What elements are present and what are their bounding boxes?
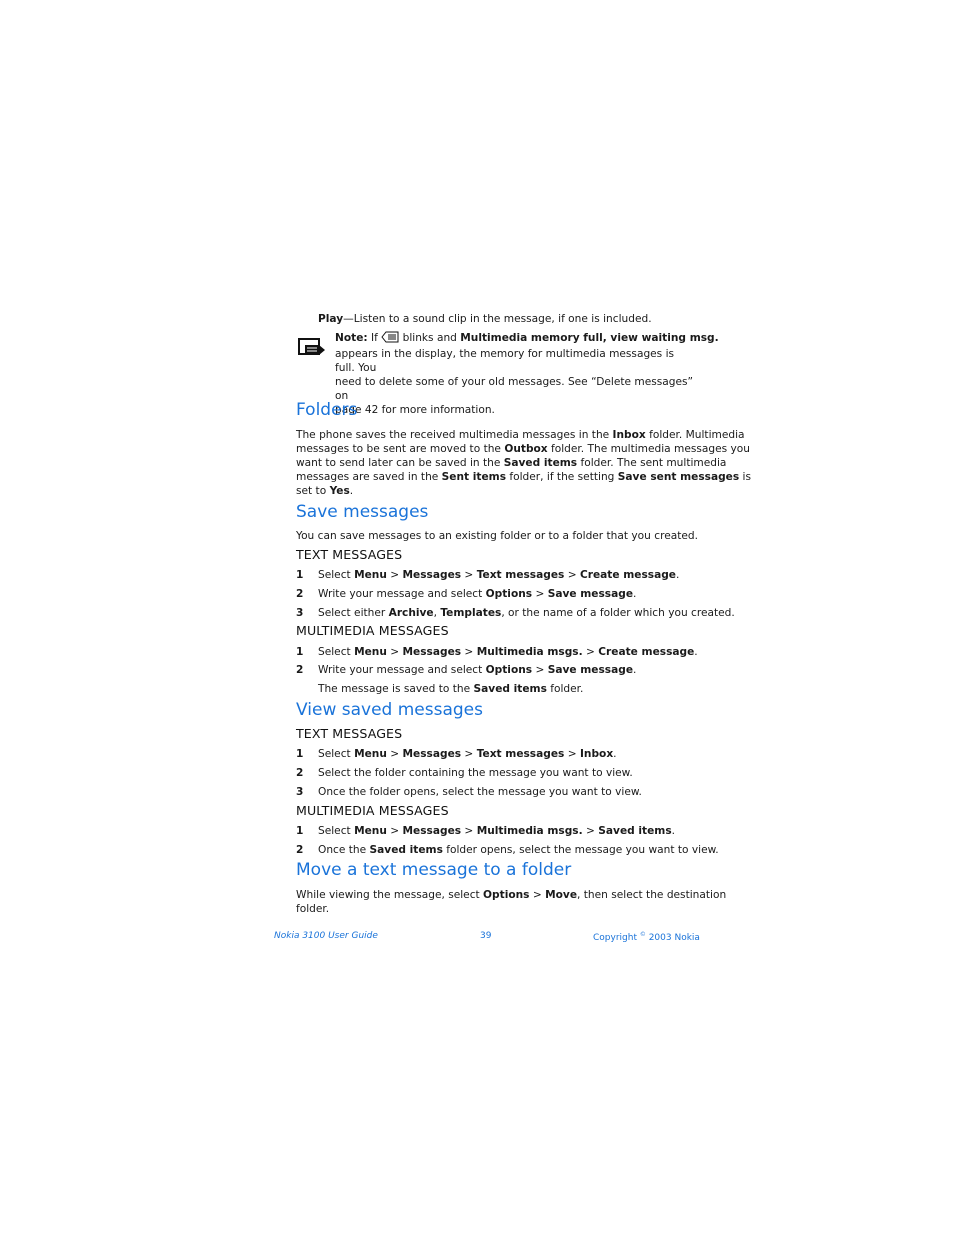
note-line-4: page 42 for more information. <box>335 404 495 416</box>
step-text: Once the folder opens, select the message you want to view. <box>318 786 642 798</box>
step-number: 1 <box>296 569 304 581</box>
inbox-term: Inbox <box>579 748 614 760</box>
copyright-symbol: © <box>639 931 646 938</box>
folders-paragraph <box>296 428 752 498</box>
folders-text: folder. Multimedia <box>645 429 745 441</box>
view-text-messages-subheading: TEXT MESSAGES <box>296 726 403 741</box>
step-text: folder opens, select the message you want to view. <box>442 844 719 856</box>
multimedia-msgs-term: Multimedia msgs. <box>476 646 583 658</box>
step-number: 2 <box>296 664 304 676</box>
step-separator: > <box>532 664 548 676</box>
move-text: , then select the destination <box>577 889 727 901</box>
step-separator: > <box>386 569 403 581</box>
step-text: . <box>694 646 698 658</box>
step-number: 3 <box>296 607 304 619</box>
save-mm-result <box>318 682 583 696</box>
note-block <box>335 331 719 417</box>
folders-text: folder. The sent multimedia <box>577 457 727 469</box>
templates-term: Templates <box>440 607 502 619</box>
text-messages-term: Text messages <box>476 748 565 760</box>
move-text: folder. <box>296 903 330 915</box>
step-separator: > <box>582 825 599 837</box>
folders-text: folder, if the setting <box>506 471 618 483</box>
footer-copyright <box>593 931 700 943</box>
sent-items-term: Sent items <box>441 471 507 483</box>
step-text: Select the folder containing the message you want to view. <box>318 767 633 779</box>
archive-term: Archive <box>388 607 434 619</box>
note-blinks-text: blinks and <box>399 332 461 344</box>
play-term: Play <box>318 313 344 325</box>
step-text: Select either <box>318 607 389 619</box>
save-text-messages-subheading: TEXT MESSAGES <box>296 547 403 562</box>
step-separator: > <box>532 588 548 600</box>
save-message-term: Save message <box>547 588 634 600</box>
move-text: While viewing the message, select <box>296 889 484 901</box>
view-multimedia-subheading: MULTIMEDIA MESSAGES <box>296 803 449 818</box>
step-text: , or the name of a folder which you created. <box>501 607 735 619</box>
step-separator: > <box>529 889 546 901</box>
menu-term: Menu <box>354 825 387 837</box>
step-text: . <box>671 825 676 837</box>
copyright-text: Copyright <box>593 933 640 943</box>
result-text: folder. <box>546 683 584 695</box>
move-message-heading: Move a text message to a folder <box>296 860 572 880</box>
note-hand-icon <box>297 336 327 358</box>
step-text: . <box>676 569 680 581</box>
step-text: Once the <box>318 844 370 856</box>
step-number: 1 <box>296 646 304 658</box>
step-text: Write your message and select <box>318 588 486 600</box>
messages-term: Messages <box>402 646 462 658</box>
step-text: , <box>433 607 441 619</box>
step-text: Select <box>318 748 355 760</box>
messages-term: Messages <box>402 825 462 837</box>
step-separator: > <box>461 569 477 581</box>
step-separator: > <box>386 646 403 658</box>
step-separator: > <box>386 825 403 837</box>
note-label: Note: <box>335 332 368 344</box>
save-messages-heading: Save messages <box>296 502 429 522</box>
step-separator: > <box>564 569 580 581</box>
text-messages-term: Text messages <box>476 569 565 581</box>
saved-items-term: Saved items <box>503 457 578 469</box>
step-number: 2 <box>296 844 304 856</box>
save-multimedia-subheading: MULTIMEDIA MESSAGES <box>296 623 449 638</box>
note-line-2: appears in the display, the memory for multimedia messages is full. You <box>335 348 675 374</box>
folders-text: set to <box>296 485 330 497</box>
copyright-text: 2003 Nokia <box>645 933 700 943</box>
step-text: Select <box>318 646 355 658</box>
step-separator: > <box>564 748 580 760</box>
step-separator: > <box>582 646 599 658</box>
folders-text: is <box>739 471 752 483</box>
menu-term: Menu <box>354 748 387 760</box>
note-if-text: If <box>367 332 382 344</box>
multimedia-msgs-term: Multimedia msgs. <box>476 825 583 837</box>
messages-term: Messages <box>402 748 462 760</box>
step-text: . <box>633 588 637 600</box>
save-message-term: Save message <box>547 664 634 676</box>
folders-heading: Folders <box>296 400 358 420</box>
step-text: . <box>613 748 617 760</box>
memory-full-icon <box>381 331 399 347</box>
footer-guide-title: Nokia 3100 User Guide <box>274 931 378 941</box>
step-text: Select <box>318 825 355 837</box>
move-paragraph <box>296 888 727 916</box>
view-saved-heading: View saved messages <box>296 700 483 720</box>
folders-text: . <box>349 485 354 497</box>
result-text: The message is saved to the <box>318 683 474 695</box>
play-description: —Listen to a sound clip in the message, if one is included. <box>343 313 652 325</box>
note-warning: Multimedia memory full, view waiting msg. <box>460 332 719 344</box>
folders-text: The phone saves the received multimedia messages in the <box>296 429 613 441</box>
step-number: 1 <box>296 748 304 760</box>
create-message-term: Create message <box>579 569 676 581</box>
saved-items-term: Saved items <box>598 825 672 837</box>
step-separator: > <box>461 825 477 837</box>
save-intro: You can save messages to an existing folder or to a folder that you created. <box>296 530 698 542</box>
step-separator: > <box>386 748 403 760</box>
step-number: 1 <box>296 825 304 837</box>
step-number: 2 <box>296 588 304 600</box>
outbox-term: Outbox <box>504 443 548 455</box>
saved-items-term: Saved items <box>369 844 443 856</box>
folders-text: messages are saved in the <box>296 471 442 483</box>
step-text: Write your message and select <box>318 664 486 676</box>
step-separator: > <box>461 646 477 658</box>
page-number: 39 <box>480 931 492 941</box>
messages-term: Messages <box>402 569 462 581</box>
step-text: . <box>633 664 637 676</box>
note-line-3: need to delete some of your old messages. See “Delete messages” on <box>335 376 694 402</box>
folders-text: folder. The multimedia messages you <box>547 443 750 455</box>
folders-text: messages to be sent are moved to the <box>296 443 505 455</box>
folders-text: want to send later can be saved in the <box>296 457 504 469</box>
saved-items-term: Saved items <box>473 683 547 695</box>
step-number: 2 <box>296 767 304 779</box>
play-option <box>318 312 652 326</box>
move-term: Move <box>545 889 578 901</box>
yes-term: Yes <box>329 485 350 497</box>
inbox-term: Inbox <box>612 429 646 441</box>
create-message-term: Create message <box>598 646 695 658</box>
menu-term: Menu <box>354 569 387 581</box>
save-sent-messages-term: Save sent messages <box>617 471 740 483</box>
step-text: Select <box>318 569 355 581</box>
options-term: Options <box>485 664 533 676</box>
options-term: Options <box>483 889 530 901</box>
step-number: 3 <box>296 786 304 798</box>
menu-term: Menu <box>354 646 387 658</box>
options-term: Options <box>485 588 533 600</box>
step-separator: > <box>461 748 477 760</box>
